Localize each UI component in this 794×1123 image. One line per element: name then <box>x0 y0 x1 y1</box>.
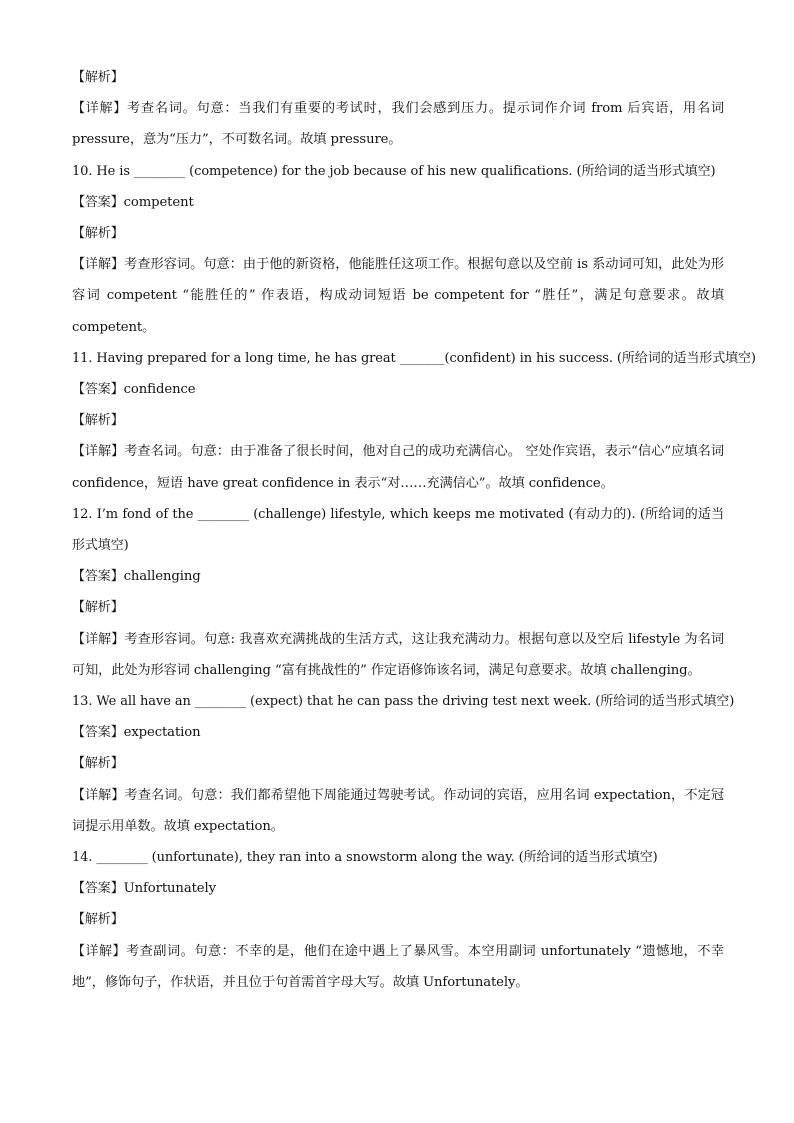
question-13: 13. We all have an ________ (expect) that he can pass the driving test next week. (所给词的适当形式填空) <box>72 694 735 710</box>
analysis-label-10: 【解析】 <box>72 226 124 242</box>
detail-para-9: 【详解】考查名词。句意：当我们有重要的考试时，我们会感到压力。提示词作介词 from 后宾语，用名词 pressure，意为“压力”，不可数名词。故填 pressure。 <box>72 101 724 148</box>
analysis-label-12: 【解析】 <box>72 600 124 616</box>
answer-12: 【答案】challenging <box>72 569 201 585</box>
document-page <box>72 62 756 998</box>
question-10: 10. He is ________ (competence) for the job because of his new qualifications. (所给词的适当形式填空) <box>72 163 716 179</box>
detail-para-14: 【详解】考查副词。句意：不幸的是，他们在途中遇上了暴风雪。本空用副词 unfortunately “遗憾地，不幸地”，修饰句子，作状语，并且位于句首需首字母大写。故填 Unfortunately。 <box>72 943 724 990</box>
analysis-label-11: 【解析】 <box>72 413 124 429</box>
detail-para-10: 【详解】考查形容词。句意：由于他的新资格，他能胜任这项工作。根据句意以及空前 is 系动词可知，此处为形容词 competent “能胜任的” 作表语，构成动词短语 be competent for “胜任”，满足句意要求。故填 competent。 <box>72 257 724 335</box>
answer-11: 【答案】confidence <box>72 382 196 398</box>
question-12: 12. I’m fond of the ________ (challenge) lifestyle, which keeps me motivated (有动力的). (所给词的适当形式填空) <box>72 506 724 554</box>
question-14: 14. ________ (unfortunate), they ran into a snowstorm along the way. (所给词的适当形式填空) <box>72 850 658 866</box>
analysis-label-14: 【解析】 <box>72 912 124 928</box>
analysis-label-1: 【解析】 <box>72 70 124 85</box>
detail-para-13: 【详解】考查名词。句意：我们都希望他下周能通过驾驶考试。作动词的宾语，应用名词 expectation，不定冠词提示用单数。故填 expectation。 <box>72 787 724 834</box>
detail-para-11: 【详解】考查名词。句意：由于准备了很长时间，他对自己的成功充满信心。 空处作宾语，表示“信心”应填名词 confidence，短语 have great confidence in 表示“对……充满信心”。故填 confidence。 <box>72 444 724 491</box>
answer-10: 【答案】competent <box>72 194 194 210</box>
detail-para-12: 【详解】考查形容词。句意: 我喜欢充满挑战的生活方式，这让我充满动力。根据句意以及空后 lifestyle 为名词可知，此处为形容词 challenging “富有挑战性的” 作定语修饰该名词，满足句意要求。故填 challenging。 <box>72 631 724 678</box>
answer-14: 【答案】Unfortunately <box>72 881 216 897</box>
analysis-label-13: 【解析】 <box>72 756 124 772</box>
answer-13: 【答案】expectation <box>72 725 201 741</box>
question-11: 11. Having prepared for a long time, he has great _______(confident) in his success. (所给词的适当形式填空) <box>72 350 756 366</box>
